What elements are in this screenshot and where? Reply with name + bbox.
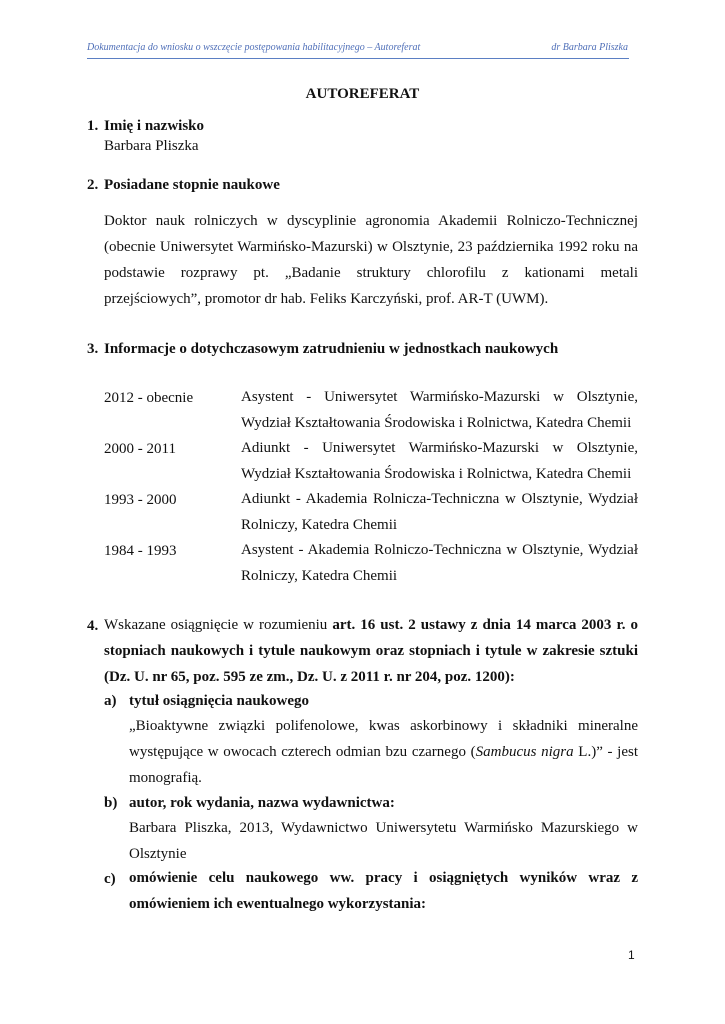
section-2-paragraph: Doktor nauk rolniczych w dyscyplinie agronomia Akademii Rolniczo-Technicznej (obecnie Uniwersytet Warmińsko-Mazurski) w Olsztynie, 23 października 1992 roku na podstawie rozprawy pt. „Badanie struktury chlorofilu z kationami metali przejściowych”, promotor dr hab. Feliks Karczyński, prof. AR-T (UWM). — [104, 213, 638, 307]
item-c-title: omówienie celu naukowego ww. pracy i osiągniętych wyników wraz z omówieniem ich ewentualnego wykorzystania: — [129, 870, 638, 912]
employment-description: Adiunkt - Akademia Rolnicza-Techniczna w Olsztynie, Wydział Rolniczy, Katedra Chemii — [241, 491, 638, 533]
employment-period: 1984 - 1993 — [104, 543, 177, 559]
header-author: dr Barbara Pliszka — [551, 42, 628, 53]
species-name: Sambucus nigra — [475, 744, 574, 760]
item-b-text: Barbara Pliszka, 2013, Wydawnictwo Uniwersytetu Warmińsko Mazurskiego w Olsztynie — [129, 820, 638, 862]
employment-description: Asystent - Akademia Rolniczo-Techniczna w Olsztynie, Wydział Rolniczy, Katedra Chemii — [241, 542, 638, 584]
employment-period: 2012 - obecnie — [104, 390, 194, 406]
item-a-text-start: „Bioaktywne związki polifenolowe, kwas askorbinowy i składniki mineralne występujące w owocach czterech odmian bzu czarnego ( — [129, 718, 638, 760]
employment-description: Asystent - Uniwersytet Warmińsko-Mazurski w Olsztynie, Wydział Kształtowania Środowiska i Rolnictwa, Katedra Chemii — [241, 389, 638, 431]
header-document-title: Dokumentacja do wniosku o wszczęcie postępowania habilitacyjnego – Autoreferat — [87, 42, 421, 53]
item-b-title: autor, rok wydania, nazwa wydawnictwa: — [129, 795, 395, 811]
item-a-title: tytuł osiągnięcia naukowego — [129, 693, 310, 709]
employment-period: 1993 - 2000 — [104, 492, 177, 508]
item-a-label: a) — [104, 693, 117, 709]
section-3-number: 3. — [87, 341, 99, 357]
employment-description: Adiunkt - Uniwersytet Warmińsko-Mazurski w Olsztynie, Wydział Kształtowania Środowiska i Rolnictwa, Katedra Chemii — [241, 440, 638, 482]
page-header — [87, 42, 629, 59]
section-1-value: Barbara Pliszka — [104, 138, 199, 154]
section-4-intro — [104, 612, 638, 690]
employment-period: 2000 - 2011 — [104, 441, 176, 457]
section-4-number: 4. — [87, 618, 99, 634]
section-1-number: 1. — [87, 118, 99, 134]
section-3-title: Informacje o dotychczasowym zatrudnieniu w jednostkach naukowych — [104, 341, 559, 357]
section-2-number: 2. — [87, 177, 99, 193]
section-2-title: Posiadane stopnie naukowe — [104, 177, 280, 193]
item-c-label: c) — [104, 871, 116, 887]
section-4-intro-text: Wskazane osiągnięcie w rozumieniu — [104, 617, 333, 633]
item-a-text — [129, 713, 638, 791]
section-4-legal-reference: art. 16 ust. 2 ustawy z dnia 14 marca 2003 r. o stopniach naukowych i tytule naukowym oraz stopniach i tytule w zakresie sztuki (Dz. U. nr 65, poz. 595 ze zm., Dz. U. z 2011 r. nr 204, poz. 1200): — [104, 617, 638, 685]
page-title: AUTOREFERAT — [305, 86, 420, 102]
page-number: 1 — [628, 948, 635, 962]
item-b-label: b) — [104, 795, 118, 811]
section-1-title: Imię i nazwisko — [104, 118, 205, 134]
item-a-text-end: L.)” - jest monografią. — [129, 744, 638, 786]
